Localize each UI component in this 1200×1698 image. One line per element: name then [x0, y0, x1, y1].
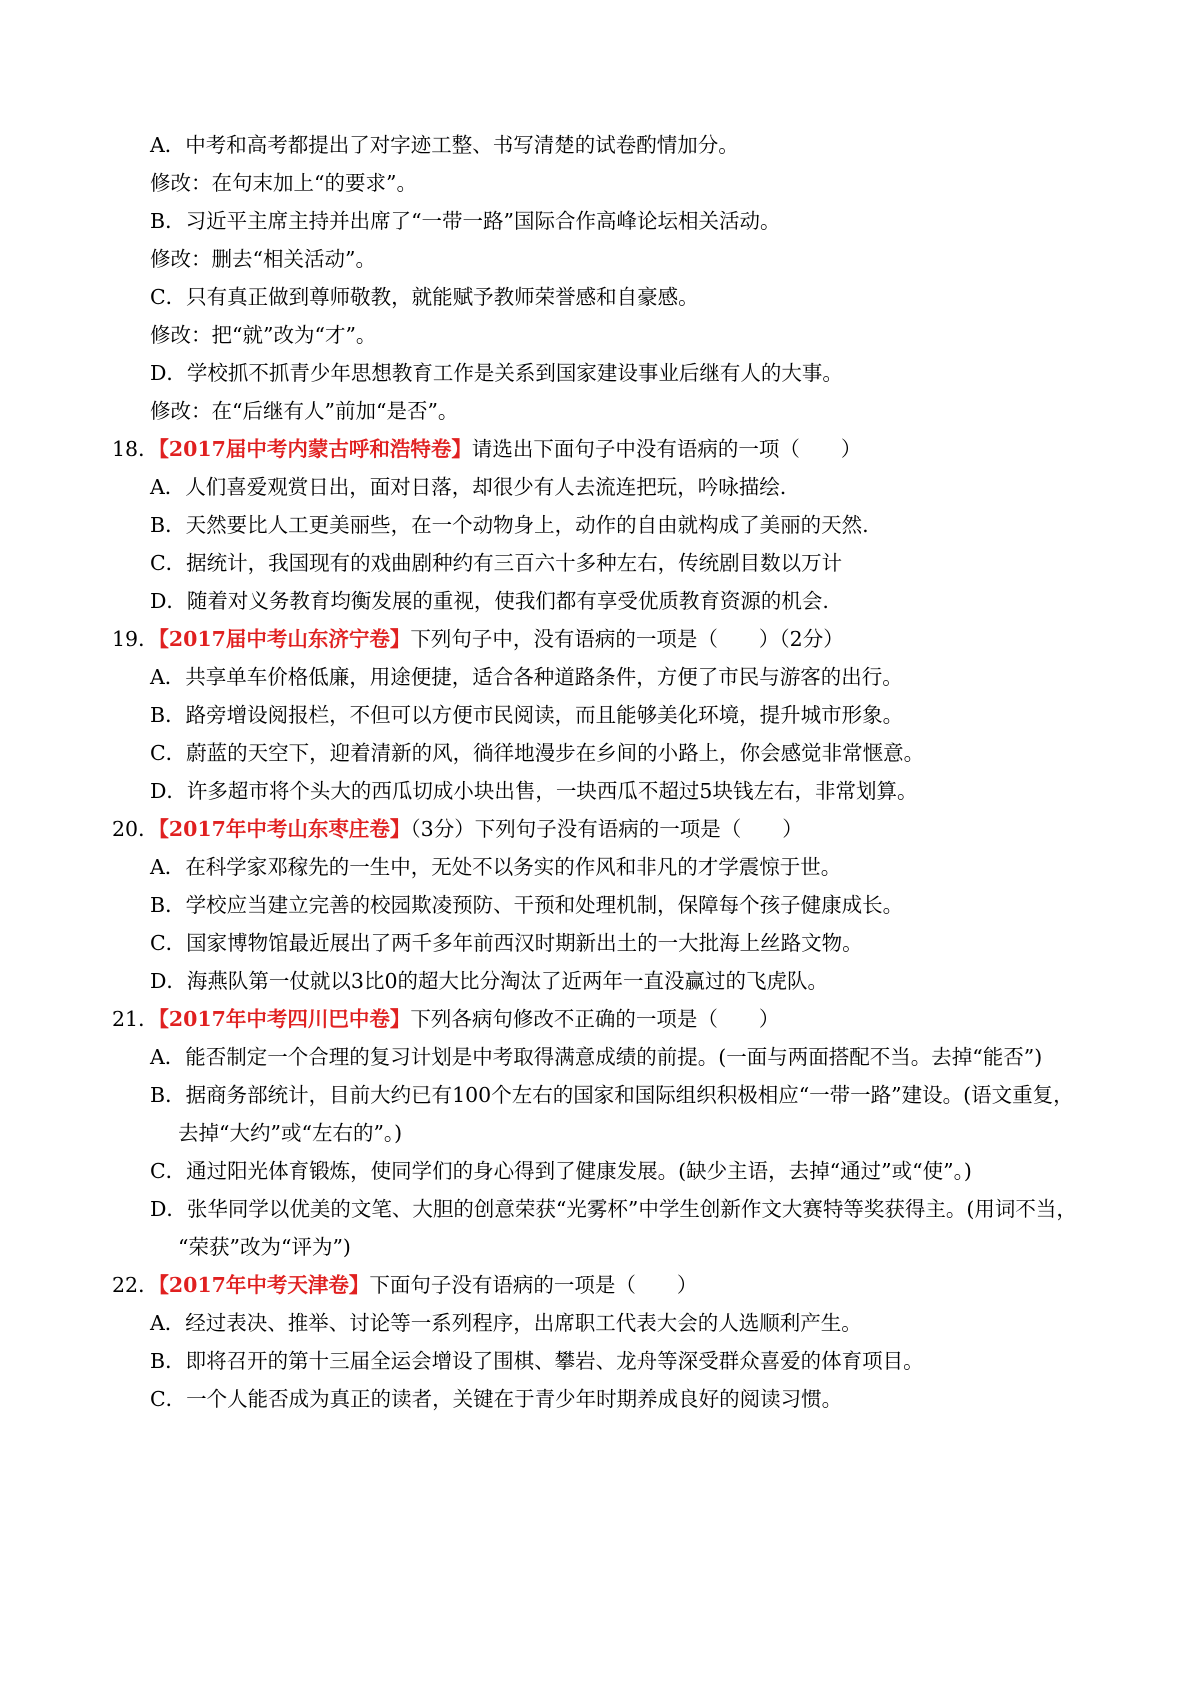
question-text: 下列句子中，没有语病的一项是（ ）（2分）	[410, 627, 844, 651]
option-d-20: D．海燕队第一仗就以3比0的超大比分淘汰了近两年一直没赢过的飞虎队。	[150, 969, 829, 993]
option-b-21: B．据商务部统计，目前大约已有100个左右的国家和国际组织积极相应“一带一路”建设。(语文重复，	[150, 1083, 1074, 1107]
revision-b-17: 修改：删去“相关活动”。	[150, 247, 376, 271]
question-source: 【2017届中考山东济宁卷】	[158, 627, 411, 651]
revision-d-17: 修改：在“后继有人”前加“是否”。	[150, 399, 459, 423]
option-a-22: A．经过表决、推举、讨论等一系列程序，出席职工代表大会的人选顺利产生。	[150, 1311, 862, 1335]
option-b-22: B．即将召开的第十三届全运会增设了围棋、攀岩、龙舟等深受群众喜爱的体育项目。	[150, 1349, 924, 1373]
question-text: 下列各病句修改不正确的一项是（ ）	[410, 1007, 780, 1031]
option-b-17: B．习近平主席主持并出席了“一带一路”国际合作高峰论坛相关活动。	[150, 209, 781, 233]
option-b-20: B．学校应当建立完善的校园欺凌预防、干预和处理机制，保障每个孩子健康成长。	[150, 893, 904, 917]
option-c-18: C．据统计，我国现有的戏曲剧种约有三百六十多种左右，传统剧目数以万计	[150, 551, 843, 575]
question-source: 【2017年中考山东枣庄卷】	[158, 817, 411, 841]
option-a-20: A．在科学家邓稼先的一生中，无处不以务实的作风和非凡的才学震惊于世。	[150, 855, 842, 879]
question-source: 【2017届中考内蒙古呼和浩特卷】	[158, 437, 472, 461]
question-22-stem	[112, 1271, 697, 1299]
option-a-17: A．中考和高考都提出了对字迹工整、书写清楚的试卷酌情加分。	[150, 133, 739, 157]
question-source: 【2017年中考天津卷】	[158, 1273, 370, 1297]
question-source: 【2017年中考四川巴中卷】	[158, 1007, 411, 1031]
option-c-21: C．通过阳光体育锻炼，使同学们的身心得到了健康发展。(缺少主语，去掉“通过”或“使”。)	[150, 1159, 972, 1183]
question-number: 20．	[112, 817, 159, 841]
option-d-17: D．学校抓不抓青少年思想教育工作是关系到国家建设事业后继有人的大事。	[150, 361, 843, 385]
question-text: 请选出下面句子中没有语病的一项（ ）	[471, 437, 862, 461]
question-text: 下面句子没有语病的一项是（ ）	[369, 1273, 698, 1297]
option-d-21: D．张华同学以优美的文笔、大胆的创意荣获“光雾杯”中学生创新作文大赛特等奖获得主。(用词不当，	[150, 1197, 1077, 1221]
revision-c-17: 修改：把“就”改为“才”。	[150, 323, 377, 347]
question-text: （3分）下列句子没有语病的一项是（ ）	[410, 817, 803, 841]
question-18-stem	[112, 435, 861, 463]
option-d-18: D．随着对义务教育均衡发展的重视，使我们都有享受优质教育资源的机会.	[150, 589, 829, 613]
revision-a-17: 修改：在句末加上“的要求”。	[150, 171, 417, 195]
question-19-stem	[112, 625, 844, 653]
option-c-20: C．国家博物馆最近展出了两千多年前西汉时期新出土的一大批海上丝路文物。	[150, 931, 863, 955]
option-c-22: C．一个人能否成为真正的读者，关键在于青少年时期养成良好的阅读习惯。	[150, 1387, 843, 1411]
option-a-18: A．人们喜爱观赏日出，面对日落，却很少有人去流连把玩，吟咏描绘.	[150, 475, 787, 499]
question-20-stem	[112, 815, 803, 843]
option-d-19: D．许多超市将个头大的西瓜切成小块出售，一块西瓜不超过5块钱左右，非常划算。	[150, 779, 918, 803]
option-a-19: A．共享单车价格低廉，用途便捷，适合各种道路条件，方便了市民与游客的出行。	[150, 665, 903, 689]
question-21-stem	[112, 1005, 779, 1033]
option-d-21-cont: “荣获”改为“评为”)	[178, 1235, 351, 1259]
option-b-18: B．天然要比人工更美丽些，在一个动物身上，动作的自由就构成了美丽的天然.	[150, 513, 869, 537]
option-a-21: A．能否制定一个合理的复习计划是中考取得满意成绩的前提。(一面与两面搭配不当。去掉“能否”)	[150, 1045, 1043, 1069]
question-number: 18．	[112, 437, 159, 461]
option-c-17: C．只有真正做到尊师敬教，就能赋予教师荣誉感和自豪感。	[150, 285, 699, 309]
question-number: 21．	[112, 1007, 159, 1031]
option-b-19: B．路旁增设阅报栏，不但可以方便市民阅读，而且能够美化环境，提升城市形象。	[150, 703, 904, 727]
option-b-21-cont: 去掉“大约”或“左右的”。)	[178, 1121, 403, 1145]
option-c-19: C．蔚蓝的天空下，迎着清新的风，徜徉地漫步在乡间的小路上，你会感觉非常惬意。	[150, 741, 925, 765]
question-number: 19．	[112, 627, 159, 651]
question-number: 22．	[112, 1273, 159, 1297]
